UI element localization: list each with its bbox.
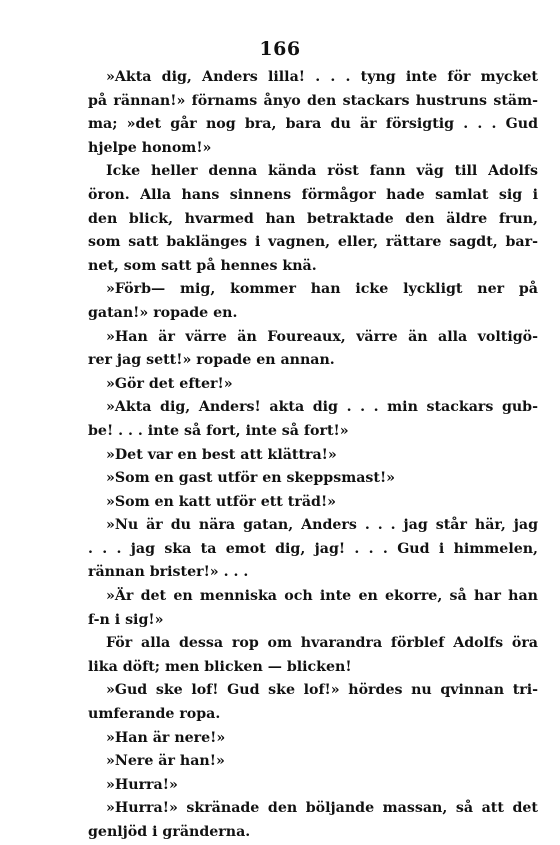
text-line: »Det var en best att klättra!» bbox=[106, 446, 337, 463]
text-line: rännan brister!» . . . bbox=[88, 564, 249, 581]
text-line: »Hurra!» skränade den böljande massan, så att det bbox=[106, 800, 538, 817]
text-line: »Han är värre än Foureaux, värre än alla voltigö- bbox=[106, 328, 538, 345]
text-line: »Är det en menniska och inte en ekorre, så har han bbox=[106, 588, 538, 605]
text-line: rer jag sett!» ropade en annan. bbox=[88, 352, 335, 369]
page-number: 166 bbox=[259, 38, 301, 60]
text-line: »Akta dig, Anders! akta dig . . . min stackars gub- bbox=[106, 399, 538, 416]
text-line: »Gör det efter!» bbox=[106, 375, 233, 392]
text-line: lika döft; men blicken — blicken! bbox=[88, 658, 352, 675]
text-line: »Förb— mig, kommer han icke lyckligt ner på bbox=[106, 281, 538, 298]
text-line: på rännan!» förnams ånyo den stackars hustruns stäm- bbox=[88, 92, 538, 109]
text-line: . . . jag ska ta emot dig, jag! . . . Gud i himmelen, bbox=[88, 540, 538, 557]
text-line: hjelpe honom!» bbox=[88, 139, 212, 156]
text-line: Icke heller denna kända röst fann väg till Adolfs bbox=[106, 163, 538, 180]
text-line: »Som en katt utför ett träd!» bbox=[106, 493, 337, 510]
text-line: »Nu är du nära gatan, Anders . . . jag står här, jag bbox=[106, 517, 538, 534]
text-line: öron. Alla hans sinnens förmågor hade samlat sig i bbox=[88, 186, 538, 203]
text-line: be! . . . inte så fort, inte så fort!» bbox=[88, 422, 349, 439]
text-line: genljöd i gränderna. bbox=[88, 824, 251, 840]
text-line: ma; »det går nog bra, bara du är försigtig . . . Gud bbox=[88, 116, 538, 133]
text-line: »Som en gast utför en skeppsmast!» bbox=[106, 470, 396, 487]
text-line: f-n i sig!» bbox=[88, 611, 164, 628]
text-line: den blick, hvarmed han betraktade den äldre frun, bbox=[88, 210, 538, 227]
text-line: »Han är nere!» bbox=[106, 729, 226, 746]
text-line: som satt baklänges i vagnen, eller, rättare sagdt, bar- bbox=[88, 234, 538, 251]
text-line: För alla dessa rop om hvarandra förblef Adolfs öra bbox=[106, 635, 538, 652]
text-line: gatan!» ropade en. bbox=[88, 304, 238, 321]
text-line: »Nere är han!» bbox=[106, 753, 225, 770]
text-line: »Akta dig, Anders lilla! . . . tyng inte för mycket bbox=[106, 69, 538, 85]
body-text bbox=[88, 66, 538, 845]
text-line: »Gud ske lof! Gud ske lof!» hördes nu qvinnan tri- bbox=[106, 682, 538, 699]
text-line: »Hurra!» bbox=[106, 776, 178, 793]
text-line: umferande ropa. bbox=[88, 706, 221, 723]
text-line: net, som satt på hennes knä. bbox=[88, 257, 317, 274]
